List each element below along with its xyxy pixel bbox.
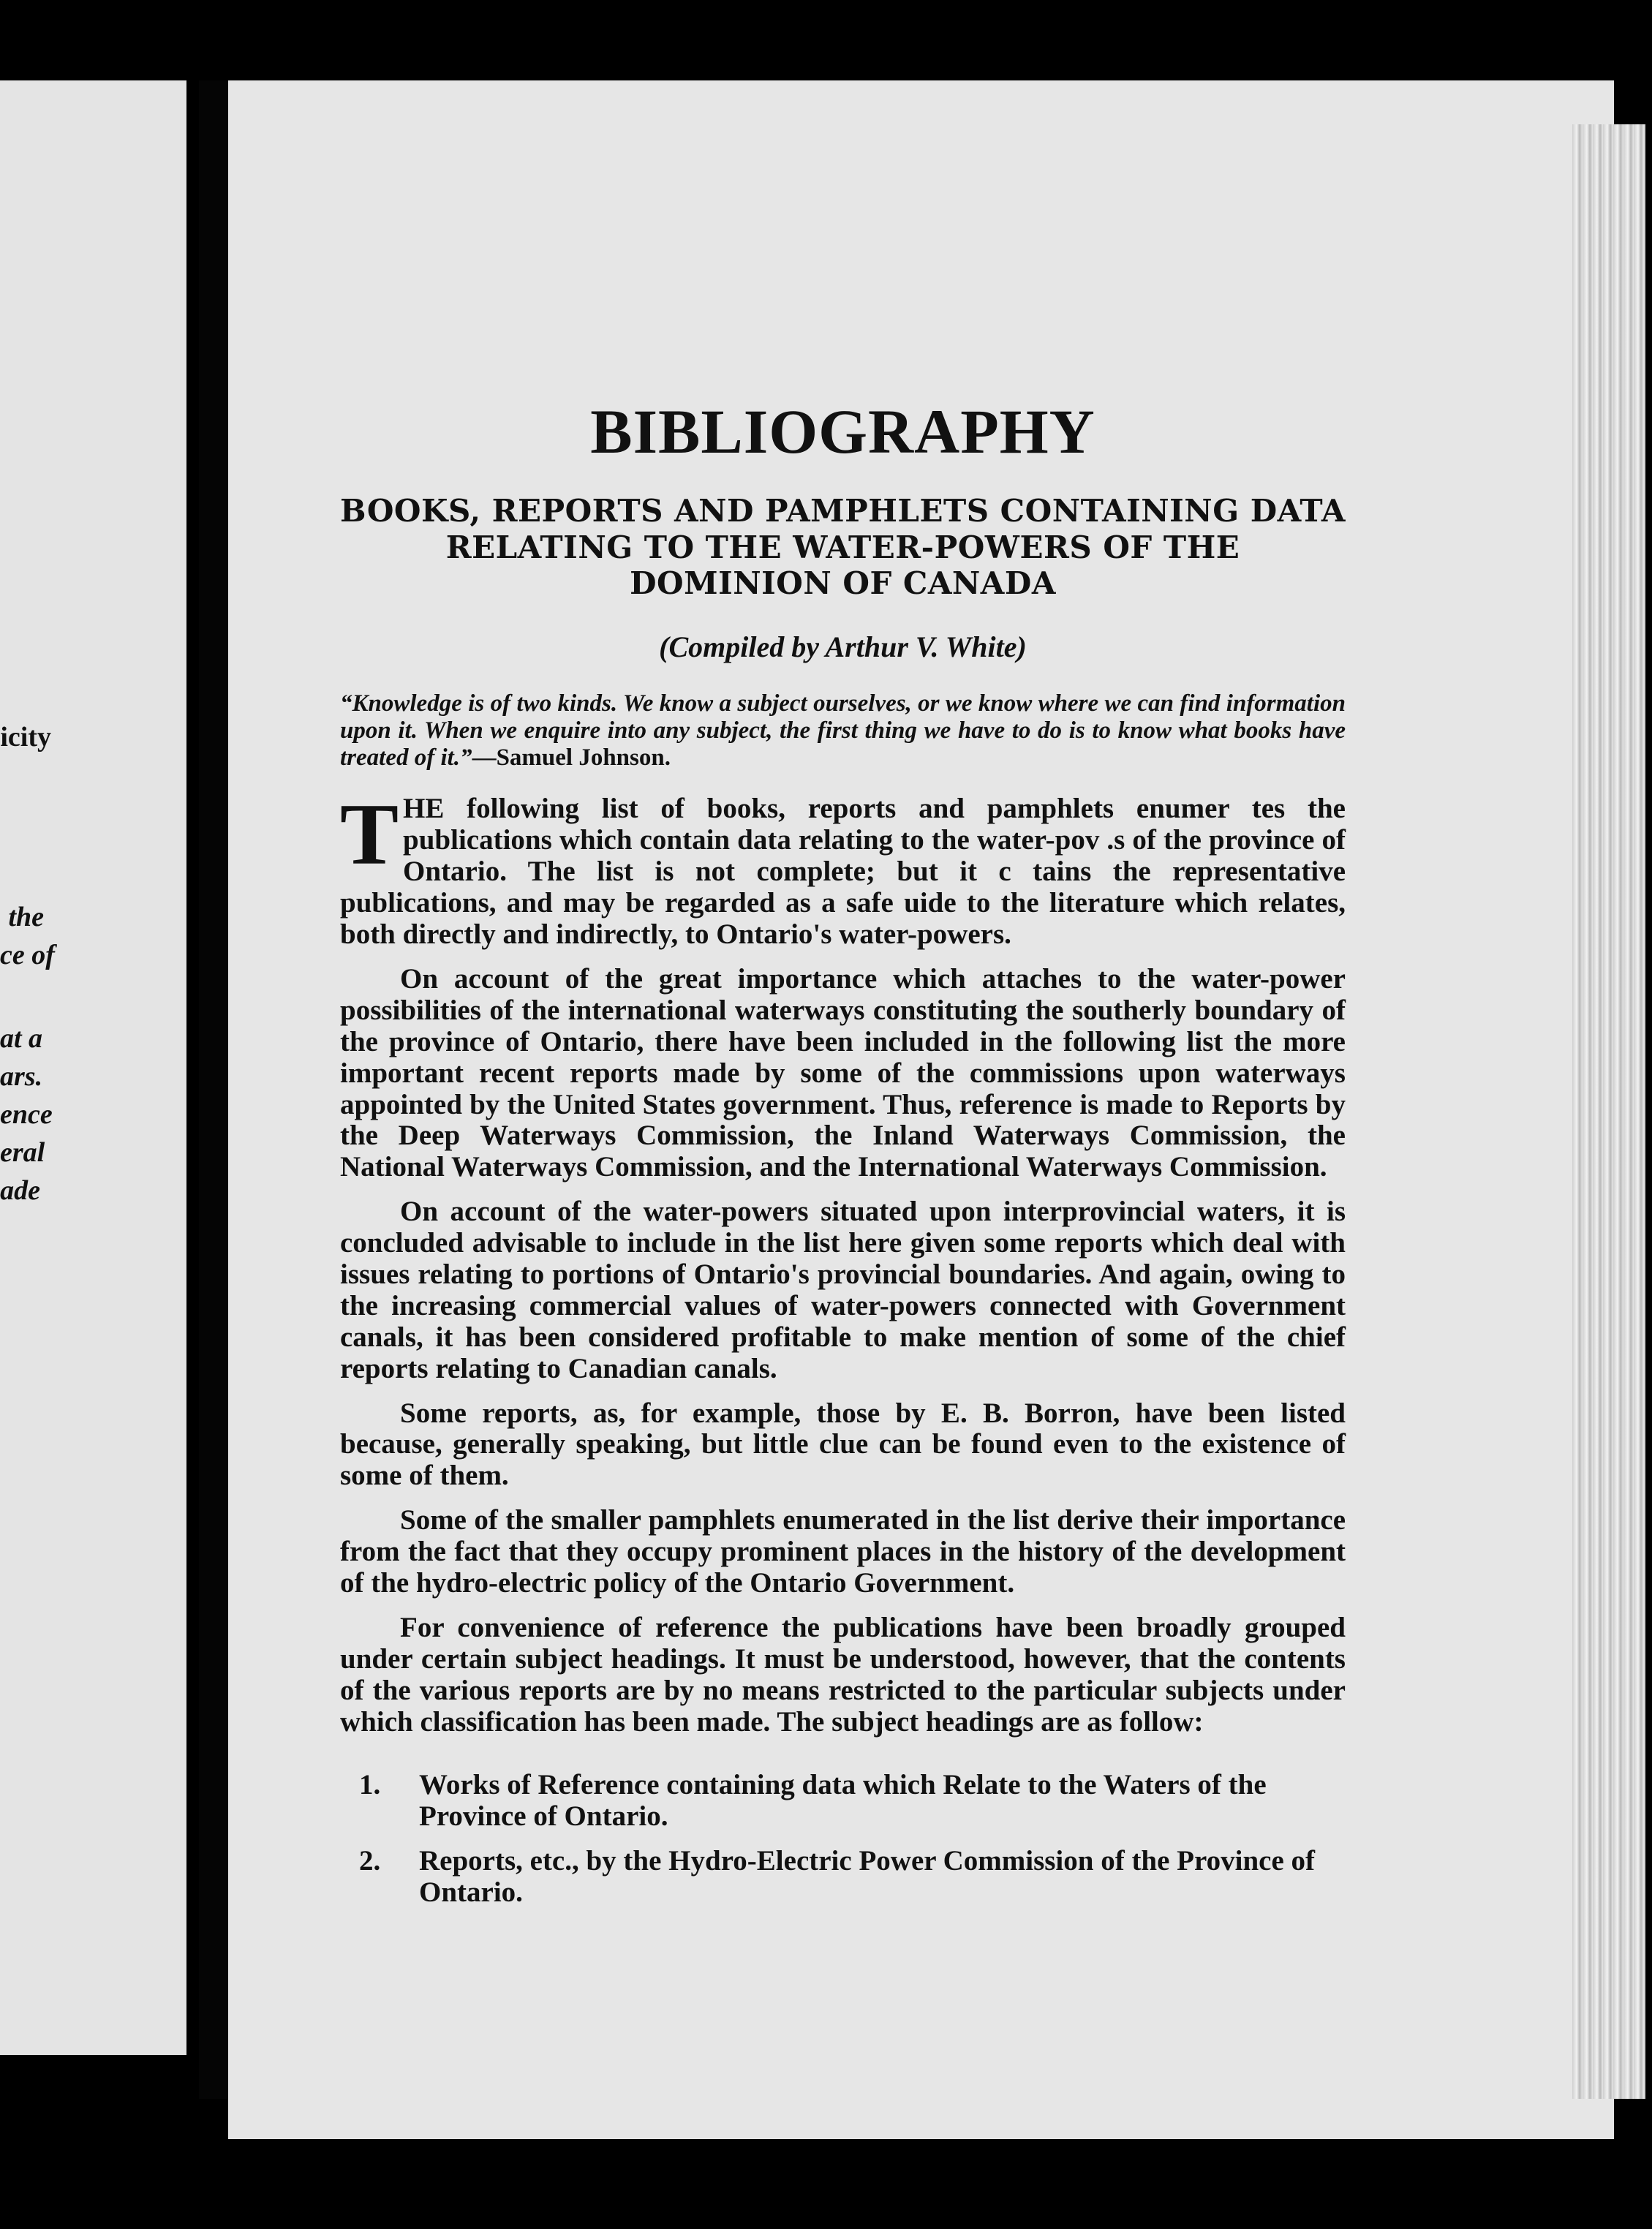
left-fragment: ade xyxy=(0,1175,40,1206)
subject-headings-list xyxy=(340,1770,1346,1909)
paragraph: On account of the water-powers situated upon interprovincial waters, it is concluded advisable to include in the list here given some reports which deal with issues relating to portions of Ontario's provincial boundaries. And again, owing to the increasing commercial values of water-powers connected with Government canals, it has been considered profitable to make mention of some of the chief reports relating to Canadian canals. xyxy=(340,1196,1346,1384)
paragraph: Some of the smaller pamphlets enumerated in the list derive their importance from the fact that they occupy prominent places in the history of the development of the hydro-electric policy of the Ontario Government. xyxy=(340,1504,1346,1599)
page-edges xyxy=(1572,124,1645,2099)
drop-cap: T xyxy=(340,785,399,883)
left-fragment: icity xyxy=(0,722,51,753)
page-content xyxy=(340,395,1346,1922)
left-fragment: ence xyxy=(0,1099,53,1130)
left-fragment: ars. xyxy=(0,1061,43,1092)
left-page xyxy=(0,80,186,2055)
list-item-text: Works of Reference containing data which Relate to the Waters of the Province of Ontario. xyxy=(419,1769,1267,1833)
left-fragment: at a xyxy=(0,1023,43,1054)
left-fragment: eral xyxy=(0,1137,45,1168)
quote-text: “Knowledge is of two kinds. We know a subject ourselves, or we know where we can find information upon it. When we enquire into any subject, the first thing we have to do is to know what books have treated of it.” xyxy=(340,690,1346,772)
paragraph: Some reports, as, for example, those by E. B. Borron, have been listed because, generally speaking, but little clue can be found even to the existence of some of them. xyxy=(340,1397,1346,1492)
compiler-credit: (Compiled by Arthur V. White) xyxy=(659,630,1027,663)
paragraph: On account of the great importance which attaches to the water-power possibilities of the international waterways constituting the southerly boundary of the province of Ontario, there have been included in the following list the more important recent reports made by some of the commissions upon waterways appointed by the United States government. Thus, reference is made to Reports by the Deep Waterways Commission, the Inland Waterways Commission, the National Waterways Commission, and the International Waterways Commission. xyxy=(340,962,1346,1183)
page-title: BIBLIOGRAPHY xyxy=(590,396,1095,467)
left-fragment: ce of xyxy=(0,940,55,970)
list-item xyxy=(340,1846,1346,1909)
list-item-number: 1. xyxy=(359,1769,381,1801)
paragraph-text: HE following list of books, reports and pamphlets enumer tes the publications which contain data relating to the water-pov .s of the province of Ontario. The list is not complete; but it c tains the representative publications, and may be regarded as a safe uide to the literature which relates, both directly and indirectly, to Ontario's water-powers. xyxy=(340,793,1346,951)
paragraph-intro xyxy=(340,785,1346,951)
list-item-number: 2. xyxy=(359,1845,381,1877)
page-subtitle: BOOKS, REPORTS AND PAMPHLETS CONTAINING DATA RELATING TO THE WATER-POWERS OF THE DOMINION OF CANADA xyxy=(340,493,1346,602)
epigraph-quote xyxy=(340,690,1346,772)
left-fragment: the xyxy=(8,902,44,932)
book-gutter xyxy=(199,80,228,2099)
list-item-text: Reports, etc., by the Hydro-Electric Power Commission of the Province of Ontario. xyxy=(419,1845,1315,1909)
quote-author: —Samuel Johnson. xyxy=(472,744,671,772)
list-item xyxy=(340,1770,1346,1833)
paragraph: For convenience of reference the publications have been broadly grouped under certain subject headings. It must be understood, however, that the contents of the various reports are by no means restricted to the particular subjects under which classification has been made. The subject headings are as follow: xyxy=(340,1611,1346,1738)
